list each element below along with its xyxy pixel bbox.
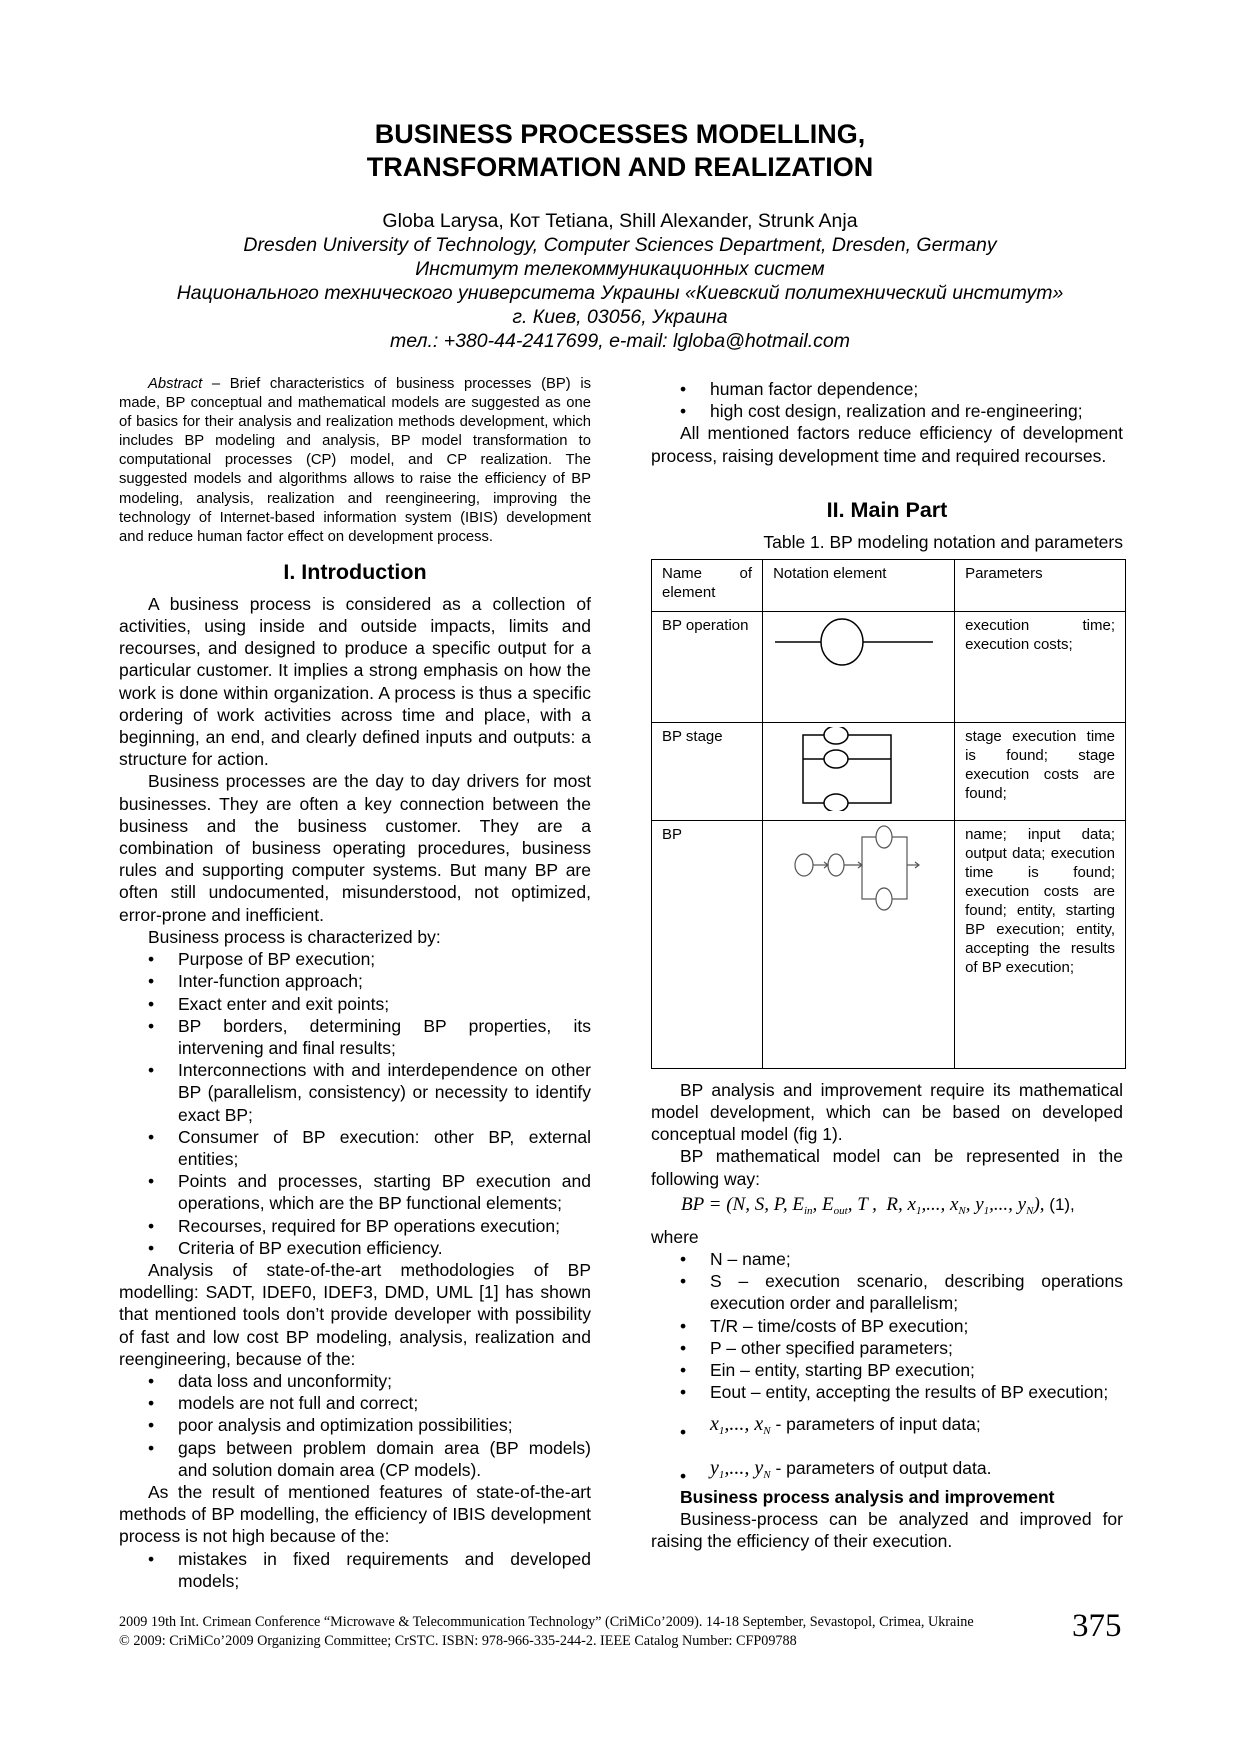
bullet-icon: • (680, 1360, 687, 1381)
characteristics-list (119, 948, 591, 1259)
table-cell-params: stage execution time is found; stage execution costs are found; (955, 722, 1126, 820)
list-item: • Exact enter and exit points; (148, 993, 390, 1014)
list-item: • S – execution scenario, describing operations execution order and parallelism; (680, 1271, 1123, 1314)
table-caption: Table 1. BP modeling notation and parameters (763, 531, 1123, 552)
intro-paragraph-2: Business processes are the day to day drivers for most businesses. They are often a key connection between the business and the business customer. They are a combination of business operating procedures, business rules and supporting computer systems. But many BP are often still undocumented, misunderstood, not optimized, error-prone and inefficient. (119, 771, 591, 925)
affiliation-4: г. Киев, 03056, Украина (512, 306, 728, 328)
formula-1: BP = (N, S, P, $E_{in}$, $E_{out}$, T , R, $x_1$,..., $x_N$, $y_1$,..., $y_N$), (1), (681, 1193, 1075, 1217)
table-header-cell: Name of element (652, 559, 763, 611)
affiliation-3: Национального технического университета Украины «Киевский политехнический институт» (176, 282, 1064, 304)
list-item: • Ein – entity, starting BP execution; (680, 1360, 975, 1381)
list-item: • P – other specified parameters; (680, 1337, 953, 1358)
abstract (119, 375, 591, 547)
left-column (119, 375, 591, 1592)
list-item: • Points and processes, starting BP execution and operations, which are the BP functional elements; (148, 1171, 591, 1214)
table-header-cell: Notation element (763, 559, 955, 611)
bullet-icon: • (680, 379, 687, 399)
bullet-icon: • (148, 1393, 155, 1414)
list-item: • Criteria of BP execution efficiency. (148, 1237, 443, 1258)
intro-paragraph-3: Business process is characterized by: (148, 926, 441, 947)
footer-line-2: © 2009: CriMiCo’2009 Organizing Committee; CrSTC. ISBN: 978-966-335-244-2. IEEE Catalog Number: CFP09788 (119, 1633, 797, 1649)
bullet-icon: • (680, 1382, 687, 1403)
list-item: • Interconnections with and interdependence on other BP (parallelism, consistency) or necessity to identify exact BP; (148, 1060, 591, 1125)
abstract-text: – Brief characteristics of business processes (BP) is made, BP conceptual and mathematical models are suggested as one of basics for their analysis and realization methods development, which includes BP modeling and analysis, BP model transformation to computational processes (CP) model, and CP realization. The suggested models and algorithms allows to raise the efficiency of BP modeling, analysis, realization and reengineering, improving the technology of Internet-based information system (IBIS) development and reduce human factor effect on development process. (119, 376, 591, 545)
affiliation-2: Институт телекоммуникационных систем (415, 258, 825, 280)
affiliation-1: Dresden University of Technology, Computer Sciences Department, Dresden, Germany (243, 234, 997, 256)
list-item: • BP borders, determining BP properties, its intervening and final results; (148, 1015, 591, 1058)
main-part-heading: II. Main Part (826, 497, 948, 522)
list-item: • T/R – time/costs of BP execution; (680, 1315, 969, 1336)
bullet-icon: • (680, 1337, 687, 1358)
table-row (652, 722, 1126, 820)
subsection-heading: Business process analysis and improvement (680, 1486, 1055, 1507)
bullet-icon: • (148, 993, 155, 1014)
list-item: • data loss and unconformity; (148, 1370, 393, 1391)
bp-stage-notation-icon (773, 727, 944, 811)
shortcomings-list (119, 1370, 591, 1481)
bullet-icon: • (148, 1126, 155, 1147)
where-label: where (651, 1226, 699, 1247)
intro-paragraph-1: A business process is considered as a collection of activities, using inside and outside impacts, limits and recourses, and designed to produce a specific output for a particular customer. It implies a strong emphasis on how the work is done within organization. A process is thus a specific ordering of work activities across time and place, with a beginning, an end, and clearly defined inputs and outputs: a structure for action. (119, 593, 591, 770)
efficiency-issues-list (119, 1548, 591, 1592)
list-item: • gaps between problem domain area (BP models) and solution domain area (CP models). (148, 1437, 591, 1480)
intro-heading: I. Introduction (283, 559, 427, 584)
table-cell-name: BP (652, 820, 763, 1068)
formula-number: (1), (1049, 1194, 1075, 1214)
table-row (652, 820, 1126, 1068)
list-item: • Recourses, required for BP operations execution; (148, 1215, 560, 1236)
bullet-icon: • (148, 1215, 155, 1236)
list-item: • Inter-function approach; (148, 971, 363, 992)
table-cell-params: name; input data; output data; execution time is found; execution costs are found; entity, starting BP execution; entity, accepting the results of BP execution; (955, 820, 1126, 1068)
bullet-icon: • (148, 1437, 155, 1458)
right-column (651, 378, 1123, 1552)
table-cell-name: BP stage (652, 722, 763, 820)
table-row (652, 611, 1126, 722)
bullet-icon: • (680, 1249, 687, 1270)
table-header-row (652, 559, 1126, 611)
bullet-icon: • (148, 971, 155, 992)
footer (119, 1613, 1039, 1651)
right-paragraph-2: BP analysis and improvement require its mathematical model development, which can be based on developed conceptual model (fig 1). (651, 1079, 1123, 1145)
page-number: 375 (1072, 1608, 1122, 1644)
intro-paragraph-4: Analysis of state-of-the-art methodologies of BP modelling: SADT, IDEF0, IDEF3, DMD, UML [1] has shown that mentioned tools don’t provide developer with possibility of fast and low cost BP modeling, analysis, realization and reengineering, because of the: (119, 1259, 591, 1369)
list-item: • $y_1$,..., $y_N$ - parameters of output data. (680, 1456, 992, 1486)
list-item: • Purpose of BP execution; (148, 949, 376, 970)
bullet-icon: • (680, 1422, 687, 1443)
list-item: • N – name; (680, 1249, 791, 1270)
table-header-cell: Parameters (955, 559, 1126, 611)
table-cell-notation (763, 820, 955, 1068)
list-item: • Eout – entity, accepting the results of BP execution; (680, 1382, 1109, 1403)
abstract-label: Abstract (148, 376, 203, 392)
bp-notation-icon (773, 825, 944, 915)
title-line-1: BUSINESS PROCESSES MODELLING, (374, 119, 866, 149)
list-item: • $x_1$,..., $x_N$ - parameters of input data; (680, 1413, 981, 1443)
bullet-icon: • (148, 1370, 155, 1391)
title-line-2: TRANSFORMATION AND REALIZATION (366, 152, 874, 182)
right-paragraph-4: Business-process can be analyzed and improved for raising the efficiency of their execution. (651, 1509, 1123, 1552)
right-paragraph-3: BP mathematical model can be represented in the following way: (651, 1146, 1123, 1189)
contact-line: тел.: +380-44-2417699, e-mail: lgloba@hotmail.com (390, 330, 850, 352)
list-item: • Consumer of BP execution: other BP, external entities; (148, 1126, 591, 1169)
efficiency-issues-list-cont (651, 378, 1123, 422)
bullet-icon: • (680, 401, 687, 422)
bullet-icon: • (680, 1271, 687, 1292)
footer-line-1: 2009 19th Int. Crimean Conference “Microwave & Telecommunication Technology” (CriMiCo’2009). 14-18 September, Sevastopol, Crimea, Ukraine (119, 1614, 974, 1630)
authors-block (0, 209, 1240, 353)
intro-paragraph-5: As the result of mentioned features of state-of-the-art methods of BP modelling, the efficiency of IBIS development process is not high because of the: (119, 1481, 591, 1547)
list-item: • poor analysis and optimization possibilities; (148, 1415, 513, 1436)
table-cell-notation (763, 722, 955, 820)
bullet-icon: • (680, 1315, 687, 1336)
bullet-icon: • (148, 1237, 155, 1258)
table-cell-params: execution time; execution costs; (955, 611, 1126, 722)
definitions-list (651, 1248, 1123, 1486)
list-item: • mistakes in fixed requirements and developed models; (148, 1548, 591, 1591)
bullet-icon: • (148, 1060, 155, 1081)
table-cell-name: BP operation (652, 611, 763, 722)
list-item: • human factor dependence; (680, 379, 919, 399)
table-cell-notation (763, 611, 955, 722)
bp-operation-notation-icon (773, 616, 944, 696)
paper-title (0, 118, 1240, 184)
bullet-icon: • (148, 1415, 155, 1436)
bullet-icon: • (680, 1465, 687, 1486)
author-names: Globa Larysa, Кот Tetiana, Shill Alexander, Strunk Anja (382, 210, 858, 232)
bullet-icon: • (148, 949, 155, 970)
bullet-icon: • (148, 1171, 155, 1192)
bullet-icon: • (148, 1548, 155, 1569)
bullet-icon: • (148, 1015, 155, 1036)
notation-table (651, 559, 1126, 1069)
list-item: • models are not full and correct; (148, 1393, 419, 1414)
list-item: • high cost design, realization and re-engineering; (680, 401, 1083, 422)
right-paragraph-1: All mentioned factors reduce efficiency of development process, raising development time and required recourses. (651, 423, 1123, 466)
